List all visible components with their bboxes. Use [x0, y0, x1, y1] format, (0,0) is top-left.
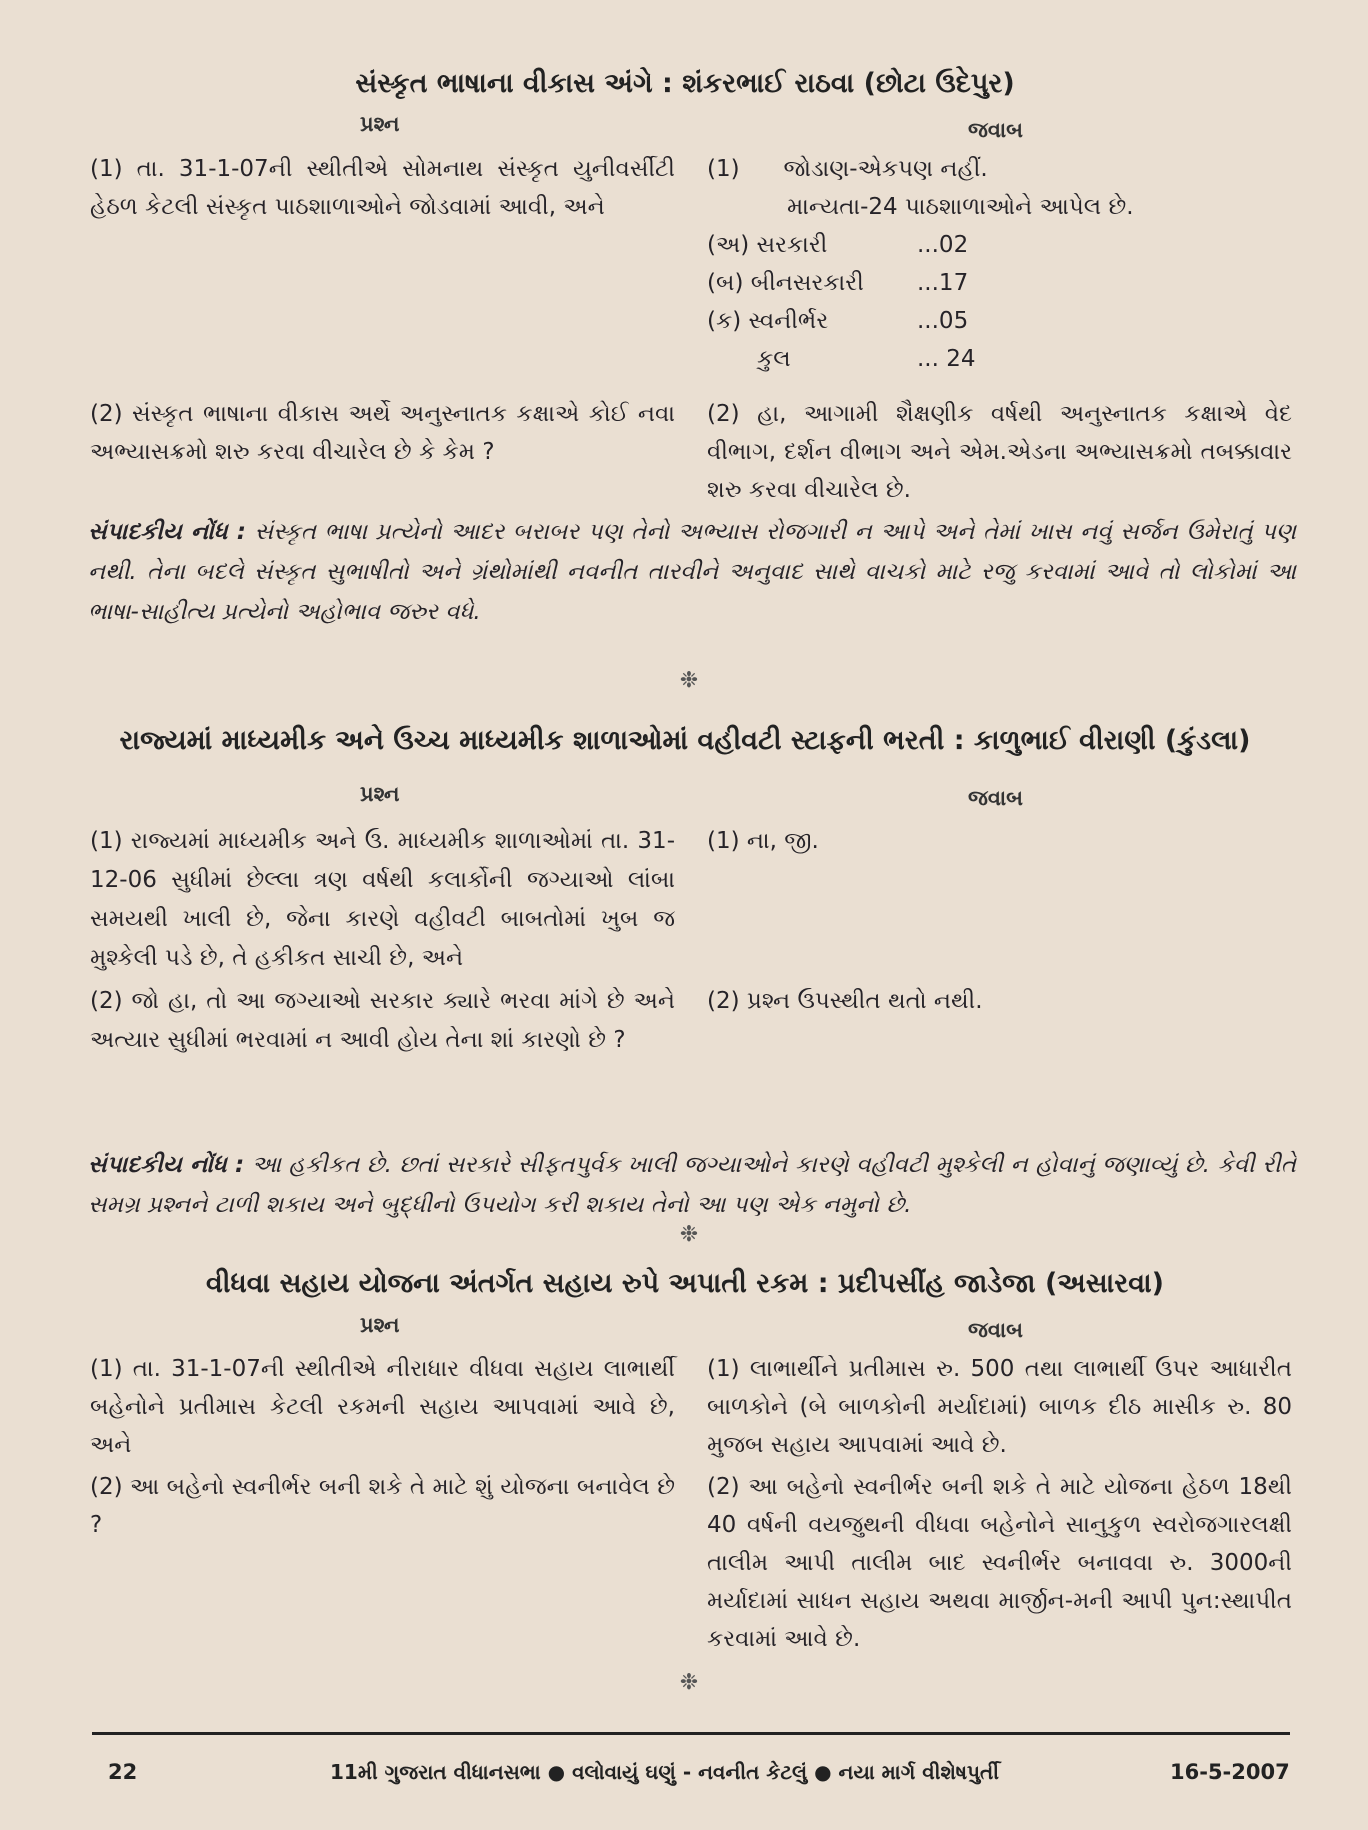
- section-3-question-heading: પ્રશ્ન: [360, 1313, 400, 1337]
- answer-row-total: [707, 340, 1292, 378]
- answer-row-label: (ક) સ્વનીર્ભર: [707, 308, 829, 334]
- section-1-question-heading: પ્રશ્ન: [360, 112, 400, 136]
- ornament-divider: ❉: [679, 668, 699, 693]
- section-2-title: રાજ્યમાં માધ્યમીક અને ઉચ્ચ માધ્યમીક શાળાઓમાં વહીવટી સ્ટાફની ભરતી : કાળુભાઈ વીરાણી (કુંડલા): [119, 725, 1251, 756]
- ornament-divider: ❉: [679, 1670, 699, 1695]
- section-3-answer-2: (2) આ બહેનો સ્વનીર્ભર બની શકે તે માટે યોજના હેઠળ 18થી 40 વર્ષની વયજુથની વીધવા બહેનોને સાનુકુળ સ્વરોજગારલક્ષી તાલીમ આપી તાલીમ બાદ સ્વનીર્ભર બનાવવા રુ. 3000ની મર્યાદામાં સાધન સહાય અથવા માર્જીન-મની આપી પુન:સ્થાપીત કરવામાં આવે છે.: [707, 1474, 1292, 1652]
- section-1-question-2: (2) સંસ્કૃત ભાષાના વીકાસ અર્થે અનુસ્નાતક કક્ષાએ કોઈ નવા અભ્યાસક્રમો શરુ કરવા વીચારેલ છે કે કેમ ?: [90, 401, 675, 465]
- answer-row-value: ...17: [917, 270, 969, 296]
- section-2-question-2: (2) જો હા, તો આ જગ્યાઓ સરકાર ક્યારે ભરવા માંગે છે અને અત્યાર સુધીમાં ભરવામાં ન આવી હોય તેના શાં કારણો છે ?: [90, 988, 675, 1053]
- page-number: 22: [108, 1760, 138, 1784]
- section-1-answer-1: [707, 150, 1292, 378]
- section-1-question-1: (1) તા. 31-1-07ની સ્થીતીએ સોમનાથ સંસ્કૃત યુનીવર્સીટી હેઠળ કેટલી સંસ્કૃત પાઠશાળાઓને જોડવામાં આવી, અને: [90, 156, 675, 220]
- section-2-question-heading: પ્રશ્ન: [360, 782, 400, 806]
- answer-1-line-2: માન્યતા-24 પાઠશાળાઓને આપેલ છે.: [787, 194, 1134, 220]
- ornament-divider: ❉: [679, 1222, 699, 1247]
- section-3-question-1: (1) તા. 31-1-07ની સ્થીતીએ નીરાધાર વીધવા સહાય લાભાર્થી બહેનોને પ્રતીમાસ કેટલી રકમની સહાય આપવામાં આવે છે, અને: [90, 1356, 675, 1458]
- answer-row-value: ...02: [917, 232, 969, 258]
- answer-row-label: (બ) બીનસરકારી: [707, 270, 864, 296]
- section-1-answer-2: (2) હા, આગામી શૈક્ષણીક વર્ષથી અનુસ્નાતક કક્ષાએ વેદ વીભાગ, દર્શન વીભાગ અને એમ.એડના અભ્યાસક્રમો તબક્કાવાર શરુ કરવા વીચારેલ છે.: [707, 401, 1292, 503]
- answer-row: [707, 302, 1292, 340]
- answer-row-value: ... 24: [917, 346, 976, 372]
- answer-row-label: (અ) સરકારી: [707, 232, 828, 258]
- section-3-question-2: (2) આ બહેનો સ્વનીર્ભર બની શકે તે માટે શું યોજના બનાવેલ છે ?: [90, 1474, 675, 1538]
- section-2-question-1: (1) રાજ્યમાં માધ્યમીક અને ઉ. માધ્યમીક શાળાઓમાં તા. 31-12-06 સુધીમાં છેલ્લા ત્રણ વર્ષથી કલાર્કોની જગ્યાઓ લાંબા સમયથી ખાલી છે, જેના કારણે વહીવટી બાબતોમાં ખુબ જ મુશ્કેલી પડે છે, તે હકીકત સાચી છે, અને: [90, 828, 675, 971]
- editorial-note-label: સંપાદકીય નોંધ :: [88, 1152, 245, 1178]
- answer-row: [707, 226, 1292, 264]
- answer-1-line-1: (1) જોડાણ-એકપણ નહીં.: [707, 156, 988, 182]
- answer-row-label: કુલ: [757, 346, 791, 372]
- section-2-editorial-note: [88, 1145, 1296, 1225]
- editorial-note-text: સંસ્કૃત ભાષા પ્રત્યેનો આદર બરાબર પણ તેનો અભ્યાસ રોજગારી ન આપે અને તેમાં ખાસ નવું સર્જન ઉમેરાતું પણ નથી. તેના બદલે સંસ્કૃત સુભાષીતો અને ગ્રંથોમાંથી નવનીત તારવીને અનુવાદ સાથે વાચકો માટે રજુ કરવામાં આવે તો લોકોમાં આ ભાષા-સાહીત્ય પ્રત્યેનો અહોભાવ જરુર વધે.: [88, 519, 1296, 625]
- section-3-answer-1: (1) લાભાર્થીને પ્રતીમાસ રુ. 500 તથા લાભાર્થી ઉપર આધારીત બાળકોને (બે બાળકોની મર્યાદામાં) બાળક દીઠ માસીક રુ. 80 મુજબ સહાય આપવામાં આવે છે.: [707, 1356, 1292, 1458]
- section-1-editorial-note: [88, 512, 1296, 632]
- answer-row-value: ...05: [917, 308, 969, 334]
- section-1-answer-heading: જવાબ: [968, 118, 1023, 142]
- section-2-answer-1: (1) ના, જી.: [707, 828, 819, 854]
- footer-date: 16-5-2007: [1170, 1760, 1290, 1784]
- section-2-answer-2: (2) પ્રશ્ન ઉપસ્થીત થતો નથી.: [707, 988, 983, 1014]
- section-3-answer-heading: જવાબ: [968, 1318, 1023, 1342]
- editorial-note-text: આ હકીકત છે. છતાં સરકારે સીફતપુર્વક ખાલી જગ્યાઓને કારણે વહીવટી મુશ્કેલી ન હોવાનું જણાવ્યું છે. કેવી રીતે સમગ્ર પ્રશ્નને ટાળી શકાય અને બુદ્ધીનો ઉપયોગ કરી શકાય તેનો આ પણ એક નમુનો છે.: [88, 1152, 1297, 1218]
- section-3-title: વીધવા સહાય યોજના અંતર્ગત સહાય રુપે અપાતી રકમ : પ્રદીપસીંહ જાડેજા (અસારવા): [205, 1268, 1164, 1299]
- answer-row: [707, 264, 1292, 302]
- footer-rule: [92, 1732, 1290, 1735]
- editorial-note-label: સંપાદકીય નોંધ :: [88, 519, 246, 545]
- footer-title: 11મી ગુજરાત વીધાનસભા ● વલોવાયું ઘણું - નવનીત કેટલું ● નયા માર્ગ વીશેષપુર્તી: [330, 1760, 1000, 1784]
- section-2-answer-heading: જવાબ: [968, 786, 1023, 810]
- section-1-title: સંસ્કૃત ભાષાના વીકાસ અંગે : શંકરભાઈ રાઠવા (છોટા ઉદેપુર): [355, 68, 1015, 99]
